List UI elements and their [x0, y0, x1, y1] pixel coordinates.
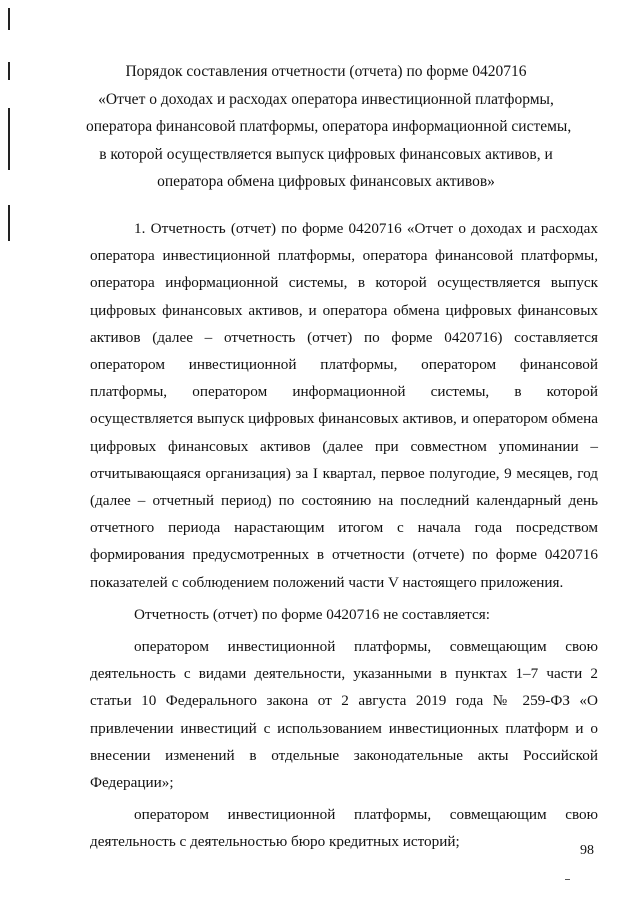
paragraph-1: 1. Отчетность (отчет) по форме 0420716 «Отчет о доходах и расходах оператора инвестиционной платформы, оператора финансовой платформы, оператора информационной системы, в которой осуществляется выпуск цифровых финансовых активов, и оператора обмена цифровых финансовых активов (далее – отчетность (отчет) по форме 0420716) составляется оператором инвестиционной платформы, оператором финансовой платформы, оператором информационной системы, в которой осуществляется выпуск цифровых финансовых активов, и оператором обмена цифровых финансовых активов (далее при совместном упоминании – отчитывающаяся организация) за I квартал, первое полугодие, 9 месяцев, год (далее – отчетный период) по состоянию на последний календарный день отчетного периода нарастающим итогом с начала года посредством формирования предусмотренных в отчетности (отчете) по форме 0420716 показателей с соблюдением положений части V настоящего приложения. [90, 220, 598, 591]
title-line: в которой осуществляется выпуск цифровых финансовых активов, и [99, 145, 553, 163]
scan-mark [565, 879, 570, 880]
margin-mark [8, 8, 10, 30]
title-line: оператора финансовой платформы, оператора информационной системы, [86, 118, 572, 135]
title-line: оператора обмена цифровых финансовых активов» [157, 173, 495, 190]
title-line: «Отчет о доходах и расходах оператора инвестиционной платформы, [98, 90, 554, 108]
title-line: Порядок составления отчетности (отчета) по форме 0420716 [125, 63, 527, 80]
paragraph-2: Отчетность (отчет) по форме 0420716 не составляется: [134, 605, 490, 623]
margin-mark [8, 62, 10, 80]
paragraph-3: оператором инвестиционной платформы, совмещающим свою деятельность с видами деятельности, указанными в пунктах 1–7 части 2 статьи 10 Федерального закона от 2 августа 2019 года № 259-ФЗ «О привлечении инвестиций с использованием инвестиционных платформ и о внесении изменений в отдельные законодательные акты Российской Федерации»; [90, 638, 598, 792]
page-number: 98 [580, 843, 594, 858]
document-body [90, 215, 598, 856]
margin-mark [8, 205, 10, 241]
margin-mark [8, 108, 10, 170]
document-title [86, 58, 572, 196]
paragraph-4: оператором инвестиционной платформы, совмещающим свою деятельность с деятельностью бюро кредитных историй; [90, 806, 598, 851]
